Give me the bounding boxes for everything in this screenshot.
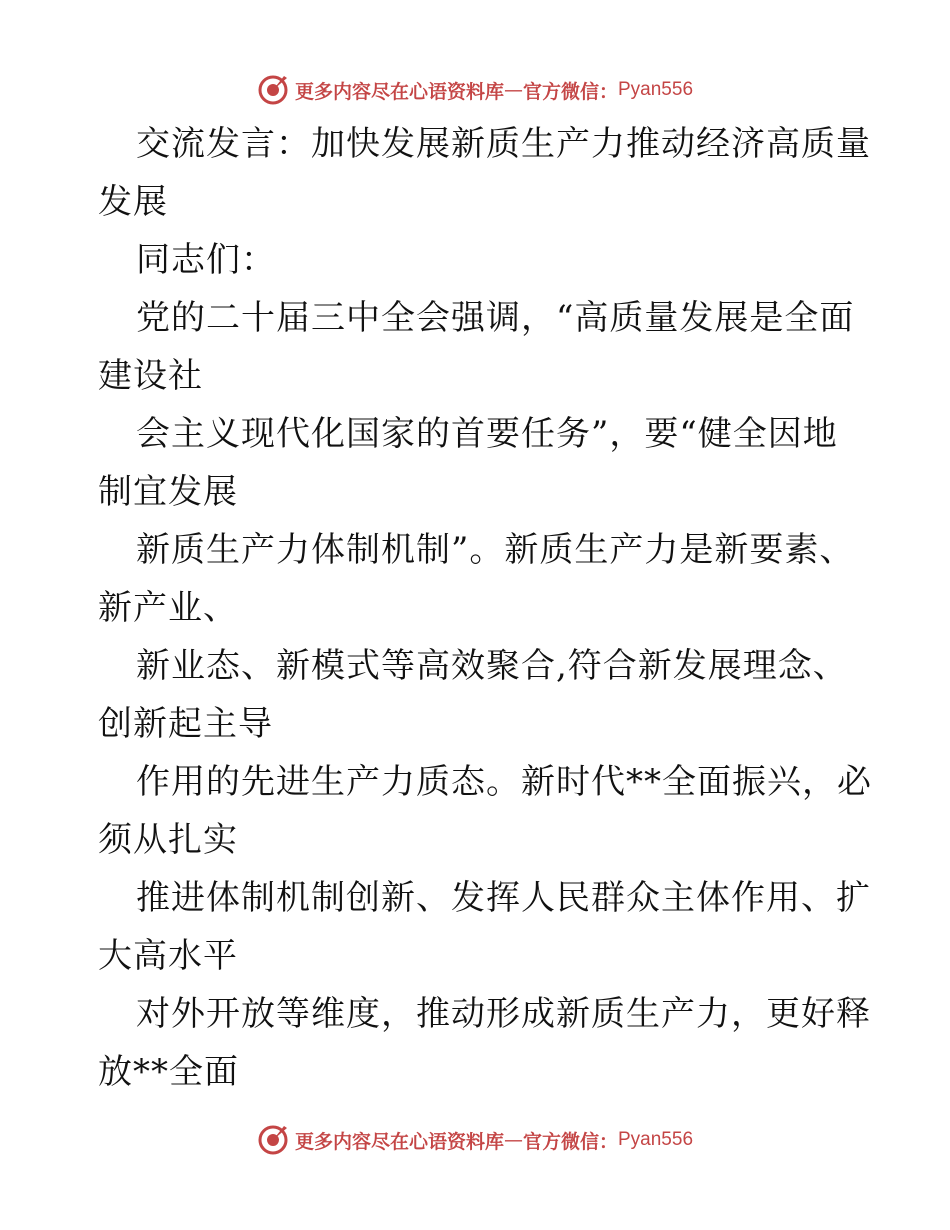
- doc-text-line: 党的二十届三中全会强调，“高质量发展是全面: [136, 298, 855, 338]
- banner-wechat-label: 官方微信：: [522, 1130, 618, 1153]
- banner-dash: —: [503, 79, 523, 101]
- doc-text-line: 新产业、: [98, 588, 238, 628]
- banner-wechat-label: 官方微信：: [522, 80, 618, 103]
- banner-wechat-id: Pyan556: [618, 79, 694, 100]
- banner-text: 更多内容尽在心语资料库: [294, 80, 504, 103]
- document-body: [98, 115, 872, 1101]
- doc-text-line: 创新起主导: [98, 704, 273, 744]
- doc-title-line: 发展: [98, 182, 168, 222]
- doc-text-line: 制宜发展: [98, 472, 238, 512]
- banner-text: 更多内容尽在心语资料库: [294, 1130, 504, 1153]
- doc-text-line: 放**全面: [98, 1052, 239, 1092]
- doc-title-line: 交流发言：加快发展新质生产力推动经济高质量: [136, 124, 871, 164]
- doc-text-line: 须从扎实: [98, 820, 238, 860]
- footer-banner: [0, 1120, 950, 1160]
- pen-circle-logo-icon: [257, 1124, 289, 1156]
- doc-text-line: 会主义现代化国家的首要任务”，要“健全因地: [136, 414, 838, 454]
- doc-greeting: 同志们：: [136, 240, 276, 280]
- pen-circle-logo-icon: [257, 74, 289, 106]
- doc-text-line: 推进体制机制创新、发挥人民群众主体作用、扩: [136, 878, 871, 918]
- doc-text-line: 大高水平: [98, 936, 238, 976]
- doc-text-line: 新质生产力体制机制”。新质生产力是新要素、: [136, 530, 855, 570]
- banner-dash: —: [503, 1129, 523, 1151]
- header-banner: [0, 70, 950, 110]
- banner-wechat-id: Pyan556: [618, 1129, 694, 1150]
- doc-text-line: 新业态、新模式等高效聚合,符合新发展理念、: [136, 646, 848, 686]
- doc-text-line: 建设社: [98, 356, 203, 396]
- doc-text-line: 作用的先进生产力质态。新时代**全面振兴，必: [136, 762, 872, 802]
- doc-text-line: 对外开放等维度，推动形成新质生产力，更好释: [136, 994, 871, 1034]
